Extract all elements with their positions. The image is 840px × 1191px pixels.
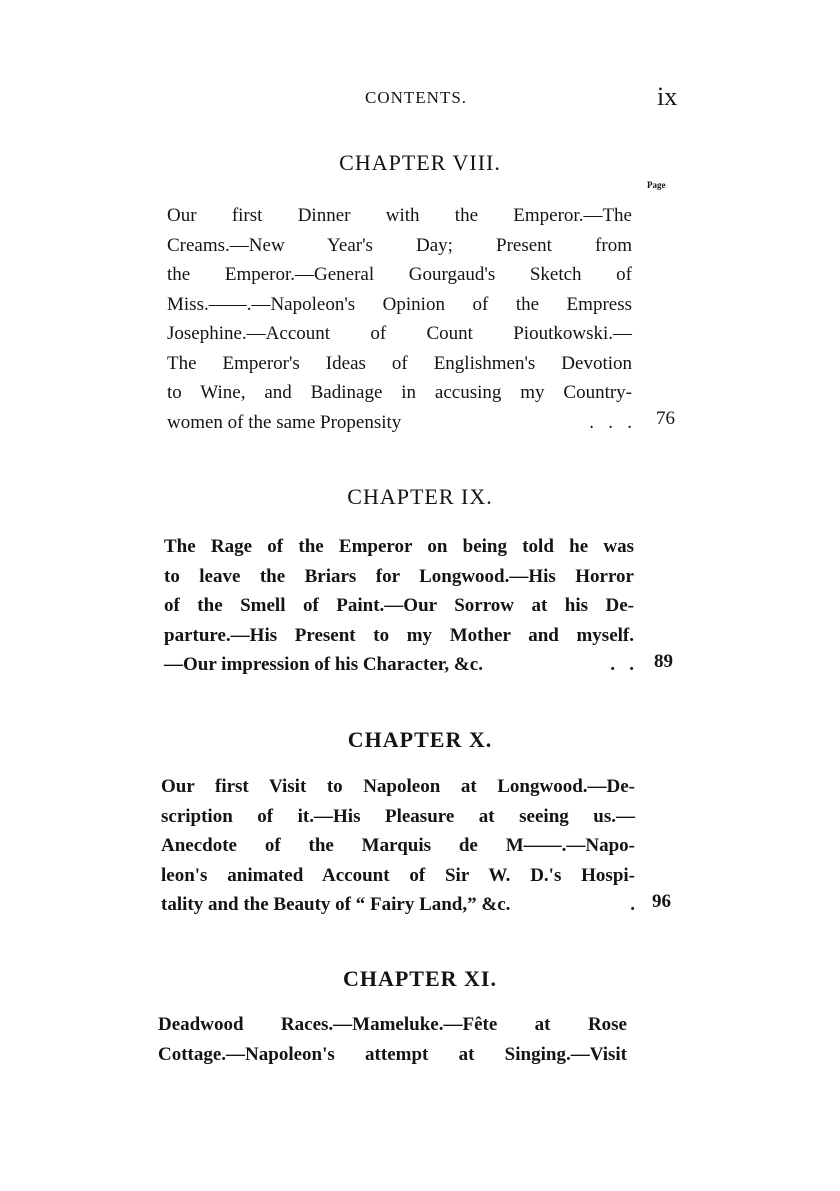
chapter-page-number: 76 xyxy=(656,408,675,429)
summary-line: the Emperor.—General Gourgaud's Sketch of xyxy=(167,264,632,285)
summary-line: Josephine.—Account of Count Pioutkowski.— xyxy=(167,323,632,344)
running-title: CONTENTS. xyxy=(365,88,468,107)
dot-leader: . xyxy=(630,894,635,915)
summary-line: of the Smell of Paint.—Our Sorrow at his De- xyxy=(164,595,634,616)
summary-line: women of the same Propensity xyxy=(167,411,402,433)
chapter-summary xyxy=(164,532,634,680)
summary-line: Cottage.—Napoleon's attempt at Singing.—Visit xyxy=(158,1043,627,1065)
summary-line: Creams.—New Year's Day; Present from xyxy=(167,234,632,256)
summary-last-line xyxy=(161,890,635,920)
chapter-summary xyxy=(161,772,635,920)
dot-leader: . . xyxy=(610,654,634,675)
summary-line: Deadwood Races.—Mameluke.—Fête at Rose xyxy=(158,1014,627,1035)
summary-line: parture.—His Present to my Mother and myself. xyxy=(164,624,634,646)
summary-line: Anecdote of the Marquis de M——.—Napo- xyxy=(161,835,635,856)
summary-line: The Rage of the Emperor on being told he was xyxy=(164,536,634,557)
summary-line: leon's animated Account of Sir W. D.'s Hospi- xyxy=(161,864,635,886)
summary-last-line xyxy=(167,408,632,438)
page-number: ix xyxy=(657,82,678,111)
page-column-label: Page xyxy=(647,180,666,190)
summary-line: Our first Dinner with the Emperor.—The xyxy=(167,205,632,226)
summary-line: —Our impression of his Character, &c. xyxy=(164,654,483,675)
summary-line: Miss.——.—Napoleon's Opinion of the Empress xyxy=(167,293,632,315)
chapter-title: CHAPTER X. xyxy=(347,727,493,752)
summary-line: Our first Visit to Napoleon at Longwood.—De- xyxy=(161,776,635,797)
summary-line: tality and the Beauty of “ Fairy Land,” &c. xyxy=(161,894,511,915)
summary-line: scription of it.—His Pleasure at seeing us.— xyxy=(161,805,635,827)
summary-last-line xyxy=(164,650,634,680)
dot-leader: . . . xyxy=(589,411,632,433)
chapter-page-number: 96 xyxy=(652,891,671,912)
summary-line: to leave the Briars for Longwood.—His Horror xyxy=(164,565,634,587)
chapter-title: CHAPTER IX. xyxy=(347,484,493,509)
summary-line: The Emperor's Ideas of Englishmen's Devotion xyxy=(167,352,632,374)
chapter-title: CHAPTER XI. xyxy=(342,966,497,991)
chapter-summary xyxy=(158,1010,627,1069)
summary-line: to Wine, and Badinage in accusing my Country- xyxy=(167,382,632,403)
chapter-title: CHAPTER VIII. xyxy=(339,150,501,175)
chapter-page-number: 89 xyxy=(654,651,673,672)
chapter-summary xyxy=(167,201,632,437)
